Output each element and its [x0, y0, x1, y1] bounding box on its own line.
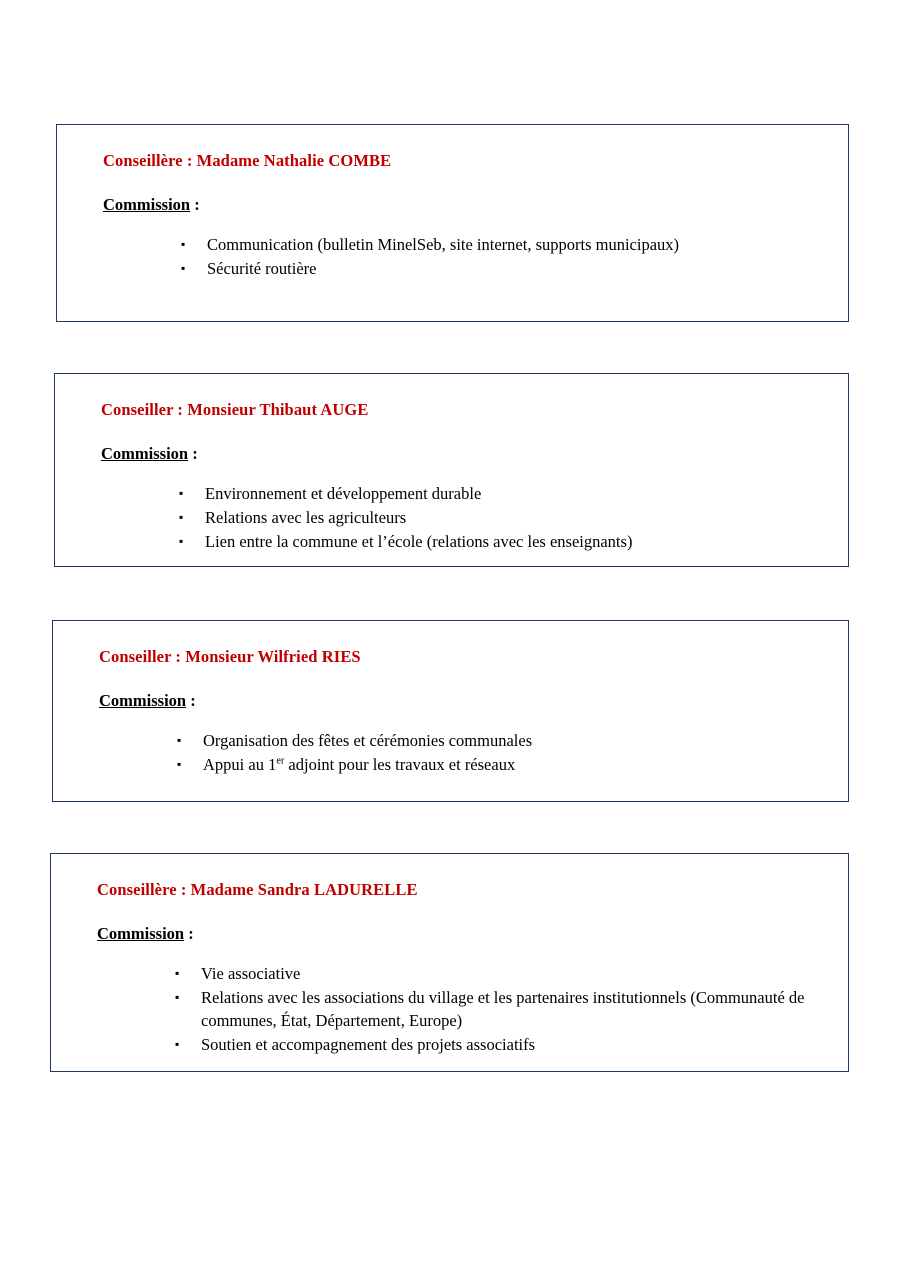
- person-heading: Conseillère : Madame Nathalie COMBE: [103, 151, 392, 170]
- list-item-text: Relations avec les agriculteurs: [205, 507, 407, 527]
- list-item-text: Organisation des fêtes et cérémonies communales: [203, 730, 533, 750]
- list-item-text: Soutien et accompagnement des projets associatifs: [201, 1034, 536, 1054]
- card-content: [57, 125, 848, 299]
- list-item: [181, 233, 818, 256]
- list-item: [179, 506, 818, 529]
- card-content: [53, 621, 848, 795]
- commission-label-line: [103, 195, 818, 215]
- list-item-text: Relations avec les associations du village et les partenaires institutionnels (Communauté de communes, État, Département, Europe): [201, 987, 805, 1030]
- commission-label: Commission: [101, 443, 189, 463]
- commission-list: [103, 233, 818, 280]
- square-bullet-icon: ▪: [179, 534, 184, 549]
- square-bullet-icon: ▪: [175, 1037, 180, 1052]
- list-item: [181, 257, 818, 280]
- commission-colon: :: [192, 443, 198, 463]
- list-item: [179, 530, 818, 553]
- council-member-card: [50, 853, 849, 1072]
- list-item: [177, 753, 818, 776]
- square-bullet-icon: ▪: [179, 509, 184, 524]
- commission-colon: :: [194, 194, 200, 214]
- list-item: [179, 482, 818, 505]
- list-item-text: Environnement et développement durable: [205, 483, 482, 503]
- list-item: [175, 962, 818, 985]
- council-member-card: [54, 373, 849, 567]
- person-heading: Conseiller : Monsieur Thibaut AUGE: [101, 400, 369, 419]
- commission-label: Commission: [99, 690, 187, 710]
- list-item-text: Lien entre la commune et l’école (relations avec les enseignants): [205, 531, 633, 551]
- list-item-text: Communication (bulletin MinelSeb, site internet, supports municipaux): [207, 234, 680, 254]
- square-bullet-icon: ▪: [175, 965, 180, 980]
- commission-label-line: [99, 691, 818, 711]
- square-bullet-icon: ▪: [177, 732, 182, 747]
- square-bullet-icon: ▪: [177, 756, 182, 771]
- commission-list: [99, 729, 818, 776]
- list-item-text: Vie associative: [201, 963, 301, 983]
- council-member-card: [52, 620, 849, 802]
- commission-list: [97, 962, 818, 1056]
- commission-list: [101, 482, 818, 553]
- square-bullet-icon: ▪: [175, 989, 180, 1004]
- council-member-card: [56, 124, 849, 322]
- commission-label-line: [101, 444, 818, 464]
- square-bullet-icon: ▪: [179, 485, 184, 500]
- commission-label-line: [97, 924, 818, 944]
- list-item: [175, 1033, 818, 1056]
- list-item-text: Appui au 1er adjoint pour les travaux et réseaux: [203, 754, 516, 774]
- list-item-text: Sécurité routière: [207, 258, 317, 278]
- square-bullet-icon: ▪: [181, 260, 186, 275]
- commission-label: Commission: [97, 923, 185, 943]
- commission-colon: :: [190, 690, 196, 710]
- card-content: [51, 854, 848, 1075]
- list-item: [175, 986, 818, 1032]
- list-item: [177, 729, 818, 752]
- commission-label: Commission: [103, 194, 191, 214]
- commission-colon: :: [188, 923, 194, 943]
- card-content: [55, 374, 848, 572]
- person-heading: Conseillère : Madame Sandra LADURELLE: [97, 880, 418, 899]
- person-heading: Conseiller : Monsieur Wilfried RIES: [99, 647, 361, 666]
- square-bullet-icon: ▪: [181, 236, 186, 251]
